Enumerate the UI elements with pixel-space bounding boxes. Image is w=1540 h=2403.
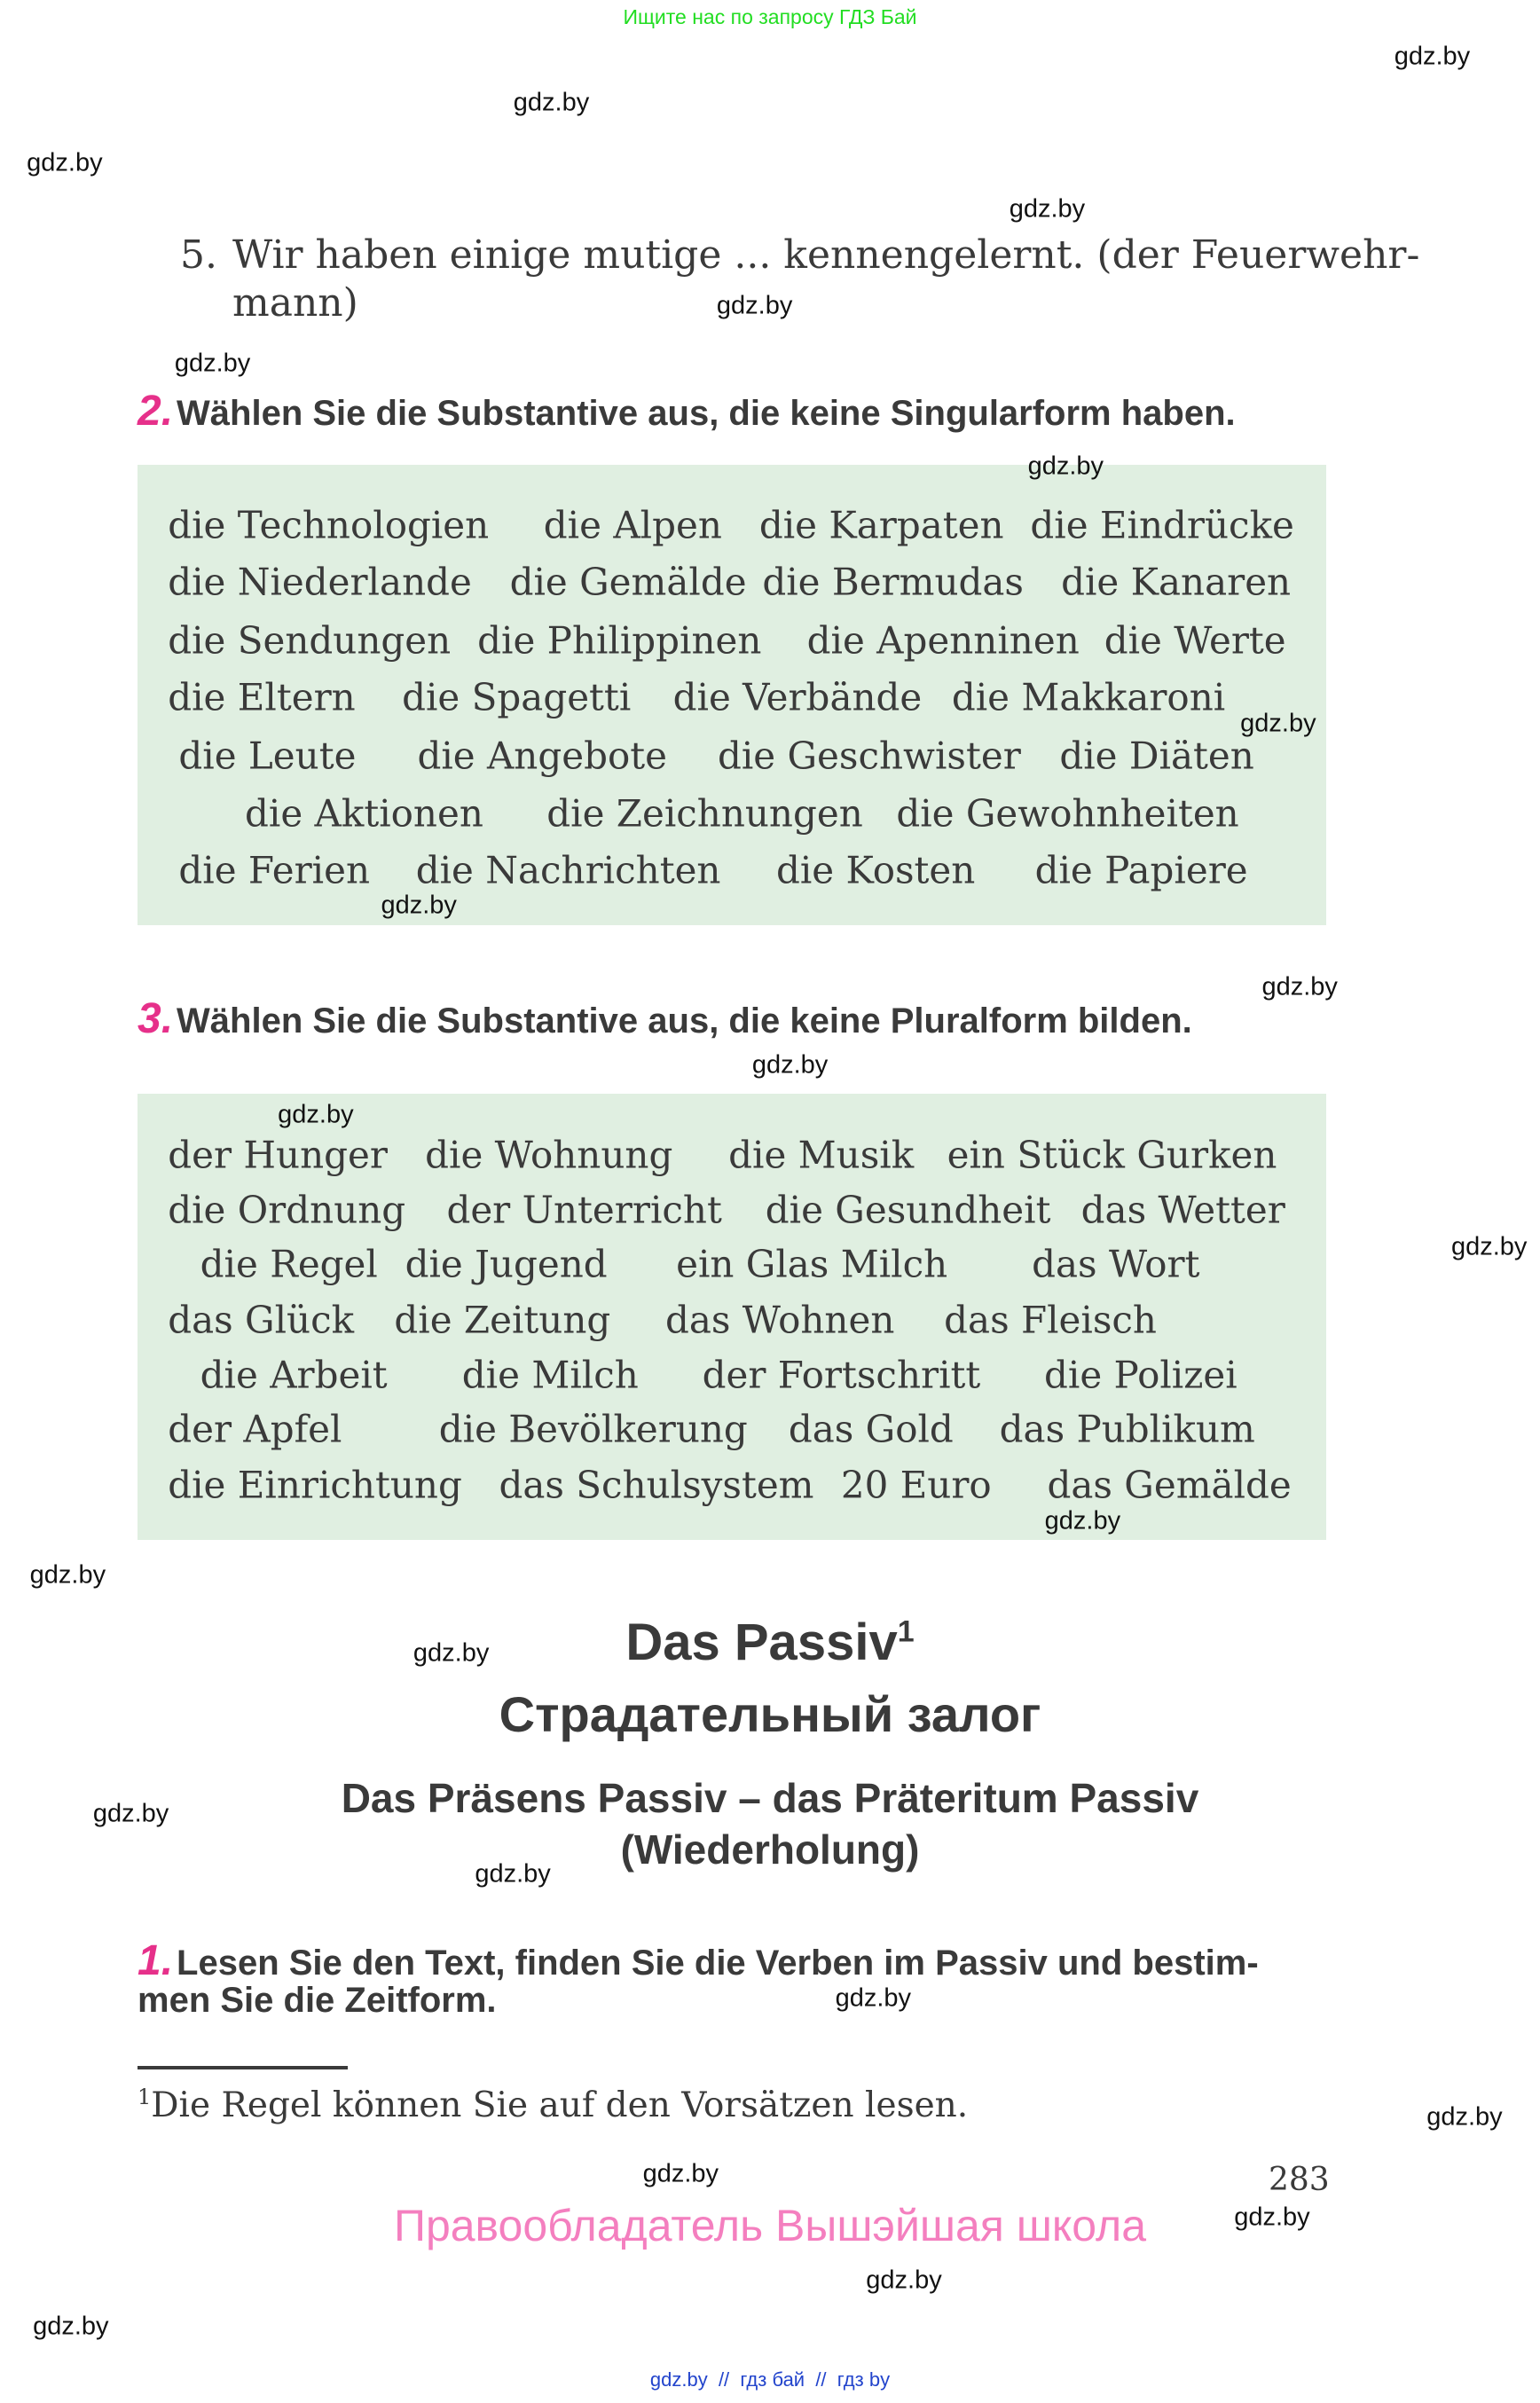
word-item: das Glück <box>168 1298 355 1342</box>
watermark-text: gdz.by <box>1261 972 1338 1001</box>
copyright: Правообладатель Вышэйшая школа <box>394 2201 1146 2250</box>
watermark-text: gdz.by <box>1394 42 1471 71</box>
task-number: 1. <box>138 1937 174 1984</box>
word-item: der Apfel <box>168 1407 342 1451</box>
word-item: das Publikum <box>999 1407 1255 1451</box>
watermark-text: gdz.by <box>381 891 457 920</box>
watermark-text: gdz.by <box>29 1560 106 1590</box>
watermark-text: gdz.by <box>412 1638 490 1668</box>
word-item: die Eltern <box>168 675 356 719</box>
task-text: Wählen Sie die Substantive aus, die keine Singularform haben. <box>177 394 1236 433</box>
word-item: 20 Euro <box>840 1463 992 1506</box>
word-item: ein Stück Gurken <box>947 1133 1277 1177</box>
watermark-text: gdz.by <box>278 1100 354 1129</box>
word-item: die Polizei <box>1044 1353 1238 1397</box>
word-box-plural <box>138 1094 1326 1540</box>
word-item: die Milch <box>461 1353 639 1397</box>
section-sub1: Das Präsens Passiv – das Präteritum Passiv <box>341 1775 1199 1821</box>
word-item: die Technologien <box>168 503 490 547</box>
word-item: die Angebote <box>417 734 668 778</box>
word-item: die Gesundheit <box>765 1188 1051 1232</box>
section-sub2: (Wiederholung) <box>620 1826 920 1873</box>
word-item: das Wetter <box>1080 1188 1285 1232</box>
word-item: die Arbeit <box>200 1353 388 1397</box>
page-number: 283 <box>1269 2162 1330 2198</box>
title-text: Das Passiv <box>625 1614 898 1671</box>
word-item: die Gewohnheiten <box>896 791 1239 836</box>
watermark-text: gdz.by <box>716 291 793 320</box>
watermark-text: gdz.by <box>1240 709 1316 738</box>
word-item: die Regel <box>200 1242 378 1286</box>
word-item: die Kanaren <box>1061 560 1292 604</box>
watermark-text: gdz.by <box>92 1799 169 1828</box>
word-item: die Leute <box>178 734 357 778</box>
word-item: der Hunger <box>168 1133 388 1177</box>
section-title <box>0 1613 1540 1672</box>
watermark-text: gdz.by <box>33 2312 109 2341</box>
watermark-text: gdz.by <box>866 2266 942 2295</box>
top-banner: Ищите нас по запросу ГДЗ Бай <box>623 5 917 28</box>
bottom-links[interactable]: gdz.by // гдз бай // гдз by <box>649 2368 891 2391</box>
word-item: die Jugend <box>405 1242 608 1286</box>
watermark-text: gdz.by <box>751 1050 829 1080</box>
watermark-text: gdz.by <box>835 1983 912 2013</box>
word-item: die Bermudas <box>762 560 1024 604</box>
word-item: die Kosten <box>775 848 976 892</box>
word-item: die Niederlande <box>168 560 472 604</box>
title-footnote-ref: 1 <box>897 1614 915 1649</box>
word-item: die Diäten <box>1059 734 1254 778</box>
task-1-heading <box>138 1936 1259 1985</box>
task-number: 2. <box>138 388 174 435</box>
word-item: das Wohnen <box>664 1298 895 1342</box>
word-item: das Gold <box>788 1407 954 1451</box>
item-5-number: 5. <box>180 232 217 278</box>
task-text: Wählen Sie die Substantive aus, die keine Pluralform bilden. <box>177 1001 1192 1041</box>
word-item: die Aktionen <box>245 791 483 836</box>
word-item: die Gemälde <box>509 560 747 604</box>
watermark-text: gdz.by <box>1027 452 1104 481</box>
word-item: der Fortschritt <box>702 1353 981 1397</box>
task-line1: Lesen Sie den Text, finden Sie die Verben im Passiv und bestim- <box>177 1944 1259 1983</box>
word-box-singular <box>138 465 1326 925</box>
word-item: die Philippinen <box>477 618 762 663</box>
watermark-text: gdz.by <box>1450 1232 1528 1261</box>
word-item: die Papiere <box>1034 848 1248 892</box>
task-2-heading <box>138 387 1236 436</box>
watermark-text: gdz.by <box>1044 1506 1121 1535</box>
watermark-text: gdz.by <box>1009 194 1086 224</box>
word-item: das Schulsystem <box>499 1463 814 1506</box>
word-item: die Bevölkerung <box>438 1407 748 1451</box>
footnote <box>138 2085 968 2125</box>
word-item: die Zeichnungen <box>546 791 863 836</box>
word-item: die Spagetti <box>402 675 632 719</box>
section-subtitle-ru: Страдательный залог <box>499 1686 1041 1742</box>
word-item: die Ferien <box>178 848 371 892</box>
word-item: die Verbände <box>672 675 923 719</box>
word-item: die Apenninen <box>806 618 1080 663</box>
watermark-text: gdz.by <box>174 349 251 378</box>
watermark-text: gdz.by <box>642 2159 719 2188</box>
word-item: das Fleisch <box>944 1298 1157 1342</box>
footnote-text: Die Regel können Sie auf den Vorsätzen lesen. <box>151 2085 969 2125</box>
word-item: die Einrichtung <box>168 1463 462 1506</box>
watermark-text: gdz.by <box>475 1859 551 1889</box>
word-item: ein Glas Milch <box>676 1242 948 1286</box>
word-item: die Eindrücke <box>1030 503 1294 547</box>
footnote-divider <box>138 2066 348 2069</box>
word-item: die Musik <box>728 1133 915 1177</box>
watermark-text: gdz.by <box>513 88 590 117</box>
word-item: der Unterricht <box>446 1188 722 1232</box>
item-5-line1: Wir haben einige mutige ... kennengelernt. (der Feuerwehr- <box>232 232 1420 278</box>
word-item: das Gemälde <box>1047 1463 1292 1506</box>
word-item: die Karpaten <box>758 503 1004 547</box>
word-item: das Wort <box>1032 1242 1200 1286</box>
word-item: die Ordnung <box>168 1188 406 1232</box>
word-item: die Makkaroni <box>951 675 1226 719</box>
task-1-line2: men Sie die Zeitform. <box>138 1981 497 2020</box>
word-item: die Sendungen <box>168 618 452 663</box>
item-5-line2: mann) <box>232 280 358 326</box>
word-item: die Geschwister <box>717 734 1021 778</box>
word-item: die Werte <box>1104 618 1286 663</box>
word-item: die Nachrichten <box>415 848 721 892</box>
footnote-marker: 1 <box>138 2085 152 2109</box>
watermark-text: gdz.by <box>1234 2203 1310 2232</box>
watermark-text: gdz.by <box>1426 2102 1503 2132</box>
word-item: die Wohnung <box>425 1133 673 1177</box>
word-item: die Alpen <box>543 503 722 547</box>
task-number: 3. <box>138 995 174 1042</box>
watermark-text: gdz.by <box>27 148 103 177</box>
task-3-heading <box>138 994 1192 1043</box>
word-item: die Zeitung <box>394 1298 611 1342</box>
